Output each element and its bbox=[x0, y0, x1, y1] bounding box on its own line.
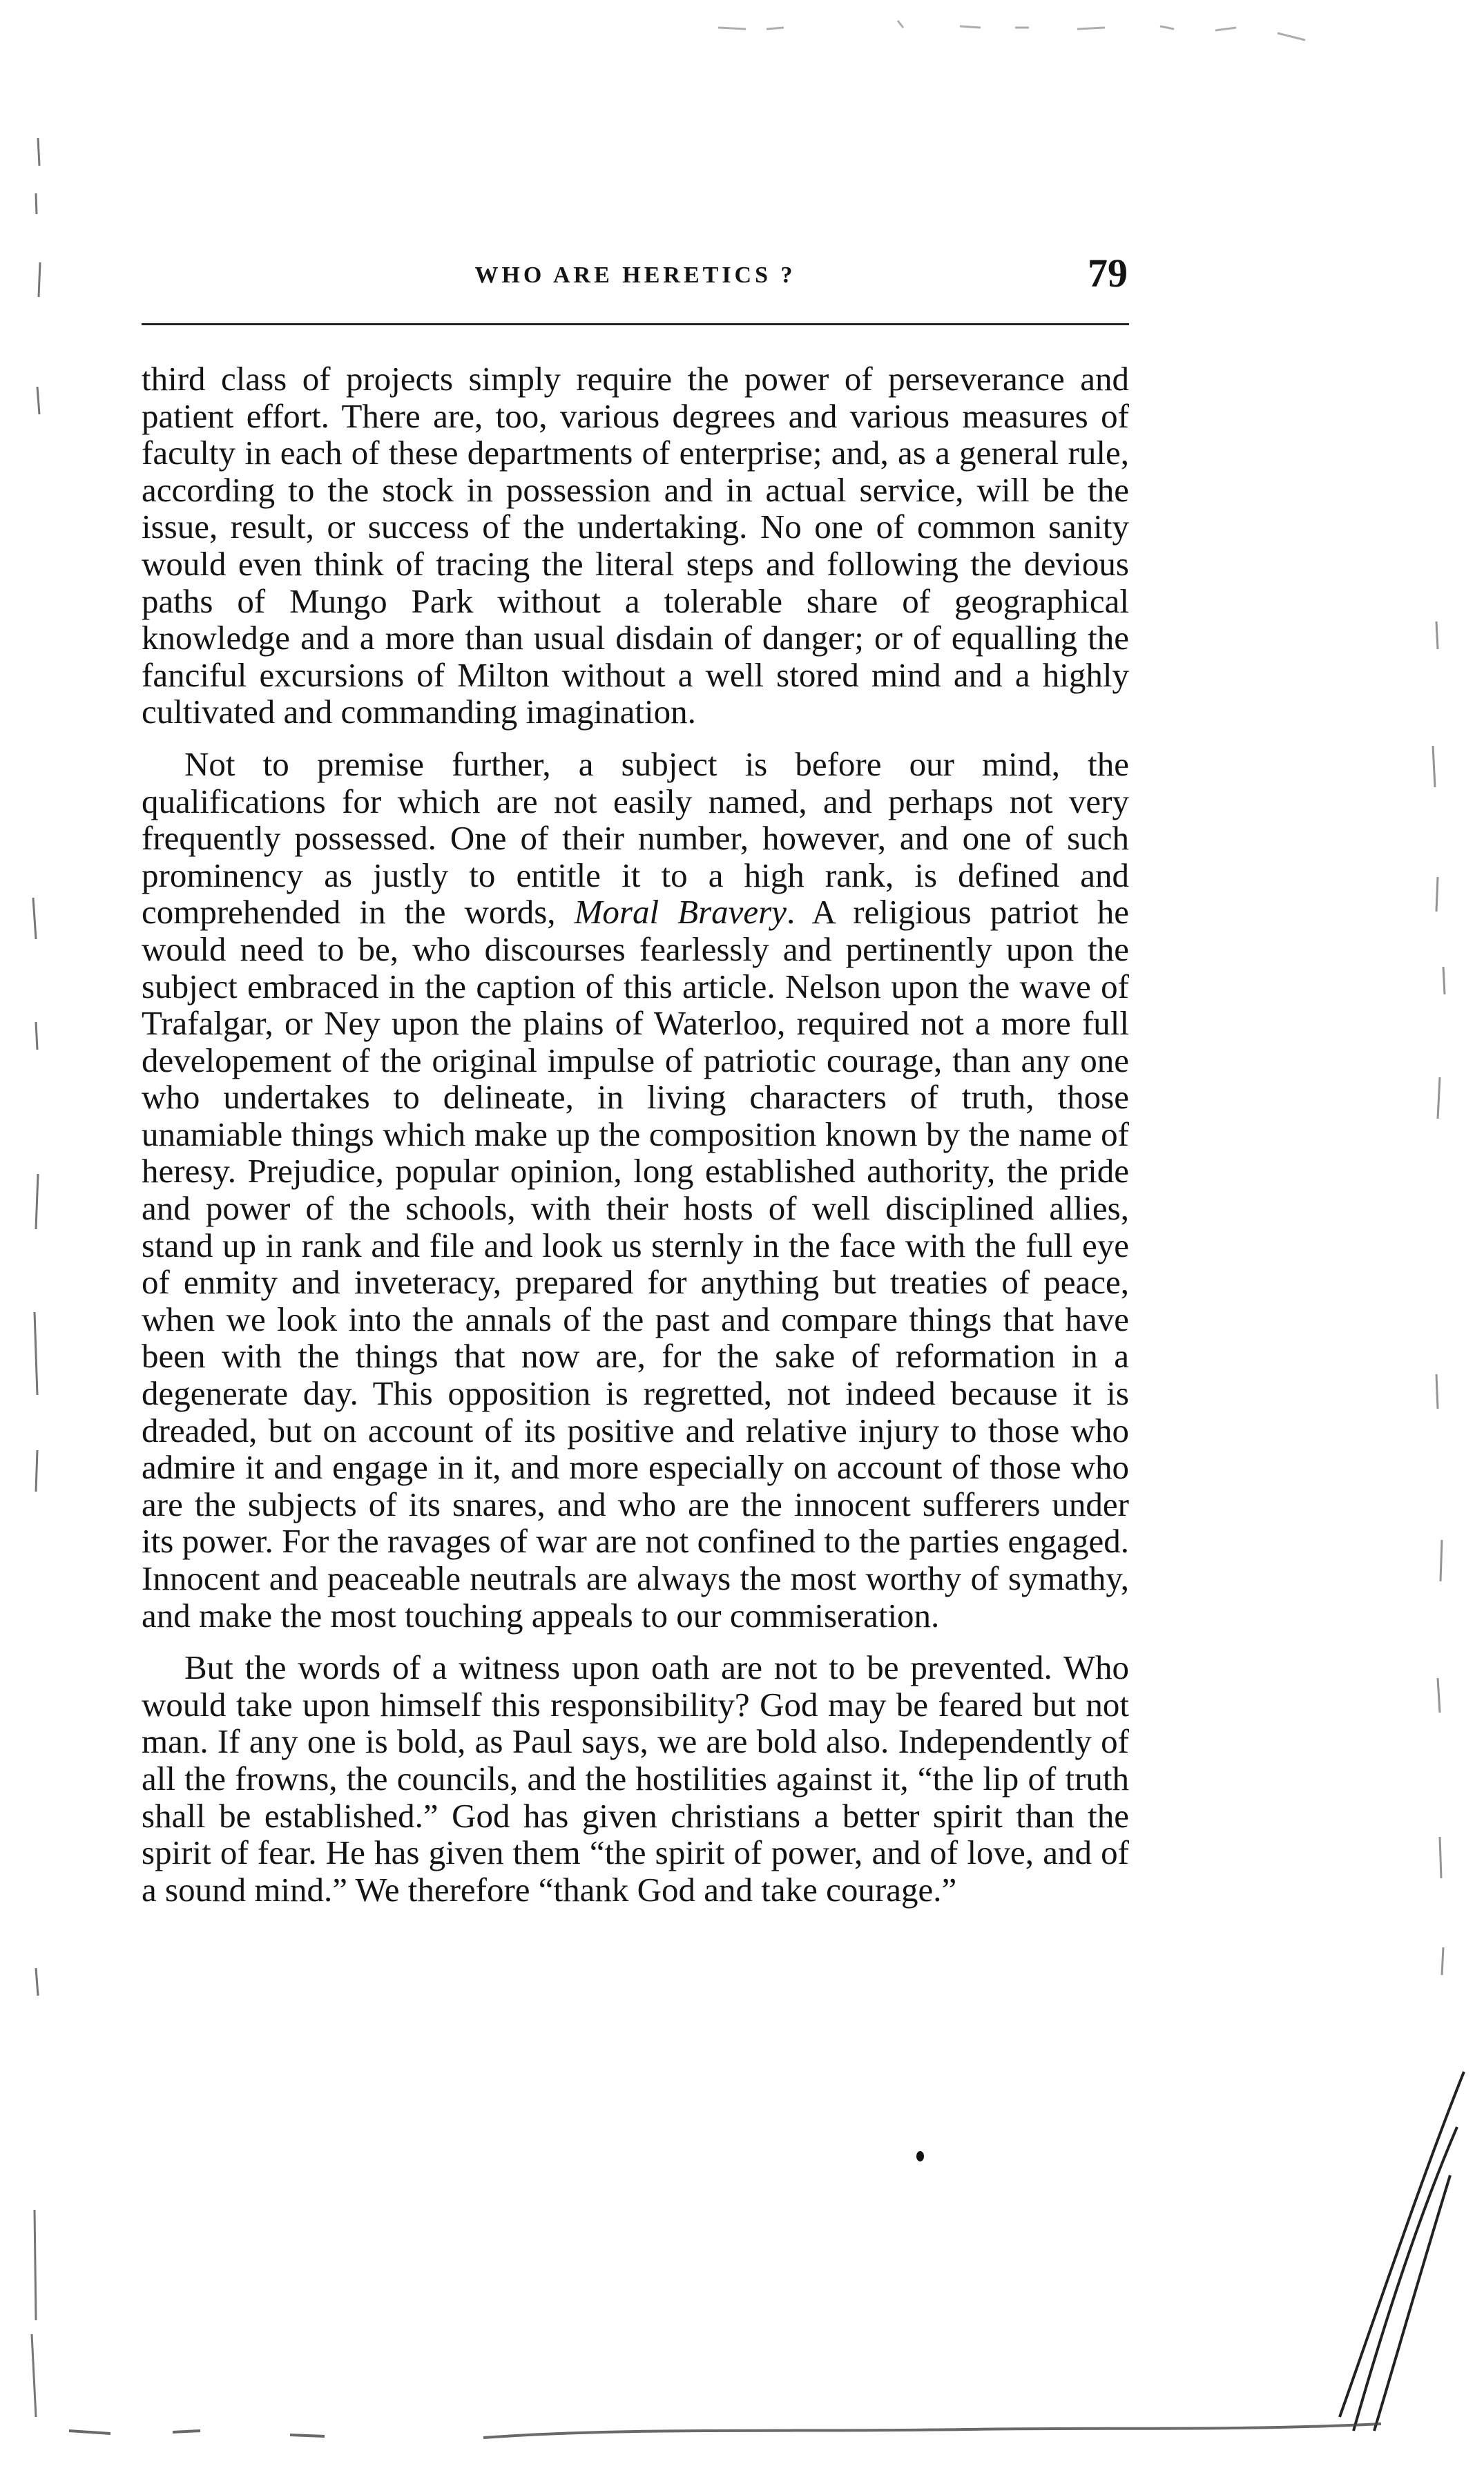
body-text bbox=[142, 360, 1129, 1908]
running-header bbox=[142, 250, 1129, 298]
running-title: WHO ARE HERETICS ? bbox=[474, 262, 796, 288]
paragraph-text: But the words of a witness upon oath are not to be prevented. Who would take upon himself this responsibility? God may be feared but not man. If any one is bold, as Paul says, we are bold also. Independently of all the frowns, the councils, and the hostilities against it, “the lip of truth shall be established.” God has given christians a better spirit than the spirit of fear. He has given them “the spirit of power, and of love, and of a sound mind.” We therefore “thank God and take courage.” bbox=[142, 1648, 1129, 1909]
paragraph-text: Not to premise further, a subject is before our mind, the qualifications for which are not easily named, and perhaps not very frequently possessed. One of their number, however, and one of such prominency as justly to entitle it to a high rank, is defined and comprehended in the words, bbox=[142, 744, 1129, 932]
paragraph bbox=[142, 746, 1129, 1634]
paragraph-text: . A religious patriot he would need to be, who discourses fearlessly and pertinently upon the subject embraced in the caption of this article. Nelson upon the wave of Trafalgar, or Ney upon the plains of Waterloo, required not a more full developement of the original impulse of patriotic courage, than any one who undertakes to delineate, in living characters of truth, those unamiable things which make up the composition known by the name of heresy. Prejudice, popular opinion, long established authority, the pride and power of the schools, with their hosts of well disciplined allies, stand up in rank and file and look us sternly in the face with the full eye of enmity and inveteracy, prepared for anything but treaties of peace, when we look into the annals of the past and compare things that have been with the things that now are, for the sake of reformation in a degenerate day. This opposition is regretted, not indeed because it is dreaded, but on account of its positive and relative injury to those who admire it and engage in it, and more especially on account of those who are the subjects of its snares, and who are the innocent sufferers under its power. For the ravages of war are not confined to the parties engaged. Innocent and peaceable neutrals are always the most worthy of symathy, and make the most touching appeals to our commiseration. bbox=[142, 893, 1129, 1635]
paragraph bbox=[142, 1649, 1129, 1908]
ink-dot bbox=[916, 2151, 924, 2161]
header-rule bbox=[142, 323, 1129, 325]
page-number: 79 bbox=[1088, 251, 1128, 296]
emphasized-phrase: Moral Bravery bbox=[574, 893, 787, 932]
paragraph bbox=[142, 360, 1129, 731]
paragraph-text: third class of projects simply require the power of perseverance and patient effort. There are, too, various degrees and various measures of faculty in each of these departments of enterprise; and, as a general rule, according to the stock in possession and in actual service, will be the issue, result, or success of the undertaking. No one of common sanity would even think of tracing the literal steps and following the devious paths of Mungo Park without a tolerable share of geographical knowledge and a more than usual disdain of danger; or of equalling the fanciful excursions of Milton without a well stored mind and a highly cultivated and commanding imagination. bbox=[142, 360, 1129, 731]
